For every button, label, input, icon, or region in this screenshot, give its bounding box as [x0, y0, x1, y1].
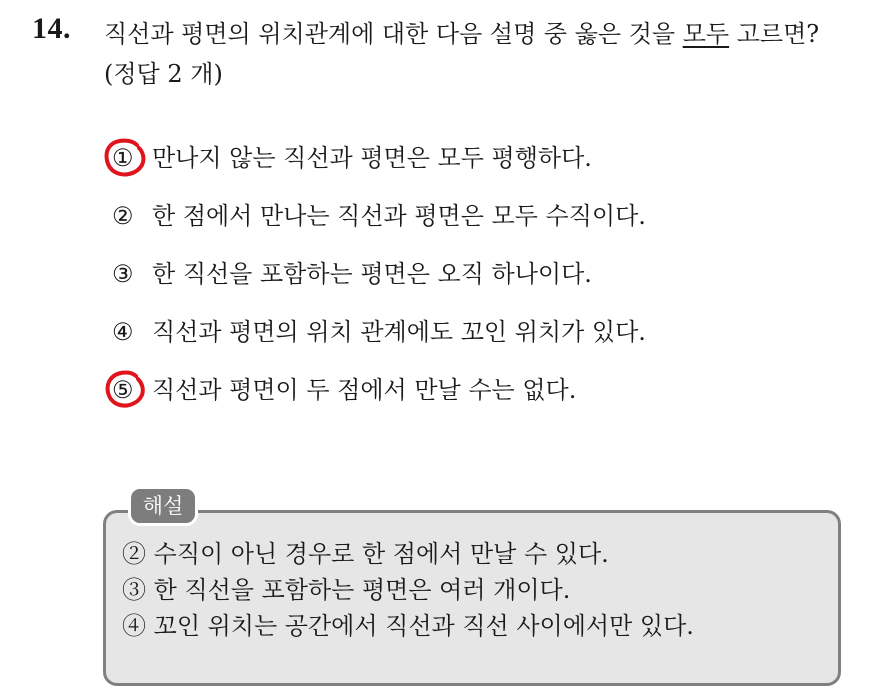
question-text — [104, 14, 874, 94]
choice-number: ③ — [112, 260, 134, 288]
choice-text: 만나지 않는 직선과 평면은 모두 평행하다. — [152, 144, 592, 172]
choice-text: 직선과 평면의 위치 관계에도 꼬인 위치가 있다. — [152, 318, 646, 346]
explanation-line: ④ 꼬인 위치는 공간에서 직선과 직선 사이에서만 있다. — [122, 612, 694, 640]
explanation-lines — [122, 536, 694, 644]
choice-number-glyph: ⑤ — [112, 376, 134, 404]
choice-4[interactable] — [112, 314, 646, 350]
explanation-line: ③ 한 직선을 포함하는 평면은 여러 개이다. — [122, 576, 571, 604]
choice-5[interactable] — [112, 372, 576, 408]
question-prompt — [104, 14, 874, 54]
choice-1[interactable] — [112, 140, 592, 176]
choice-3[interactable] — [112, 256, 592, 292]
question-text-before: 직선과 평면의 위치관계에 대한 다음 설명 중 옳은 것을 — [104, 20, 683, 48]
choice-text: 한 직선을 포함하는 평면은 오직 하나이다. — [152, 260, 592, 288]
choice-text: 한 점에서 만나는 직선과 평면은 모두 수직이다. — [152, 202, 646, 230]
choice-number — [112, 372, 146, 408]
choice-2[interactable] — [112, 198, 646, 234]
explanation-label: 해설 — [128, 486, 198, 526]
question-number: 14. — [32, 12, 71, 45]
choice-number — [112, 140, 146, 176]
question-underlined-word: 모두 — [682, 20, 730, 48]
choice-text: 직선과 평면이 두 점에서 만날 수는 없다. — [152, 376, 577, 404]
question-note: (정답 2 개) — [104, 60, 223, 88]
question-text-after: 고르면? — [729, 20, 820, 48]
choice-number-glyph: ① — [112, 144, 134, 172]
choice-number: ④ — [112, 318, 134, 346]
choice-number: ② — [112, 202, 134, 230]
explanation-line: ② 수직이 아닌 경우로 한 점에서 만날 수 있다. — [122, 540, 609, 568]
